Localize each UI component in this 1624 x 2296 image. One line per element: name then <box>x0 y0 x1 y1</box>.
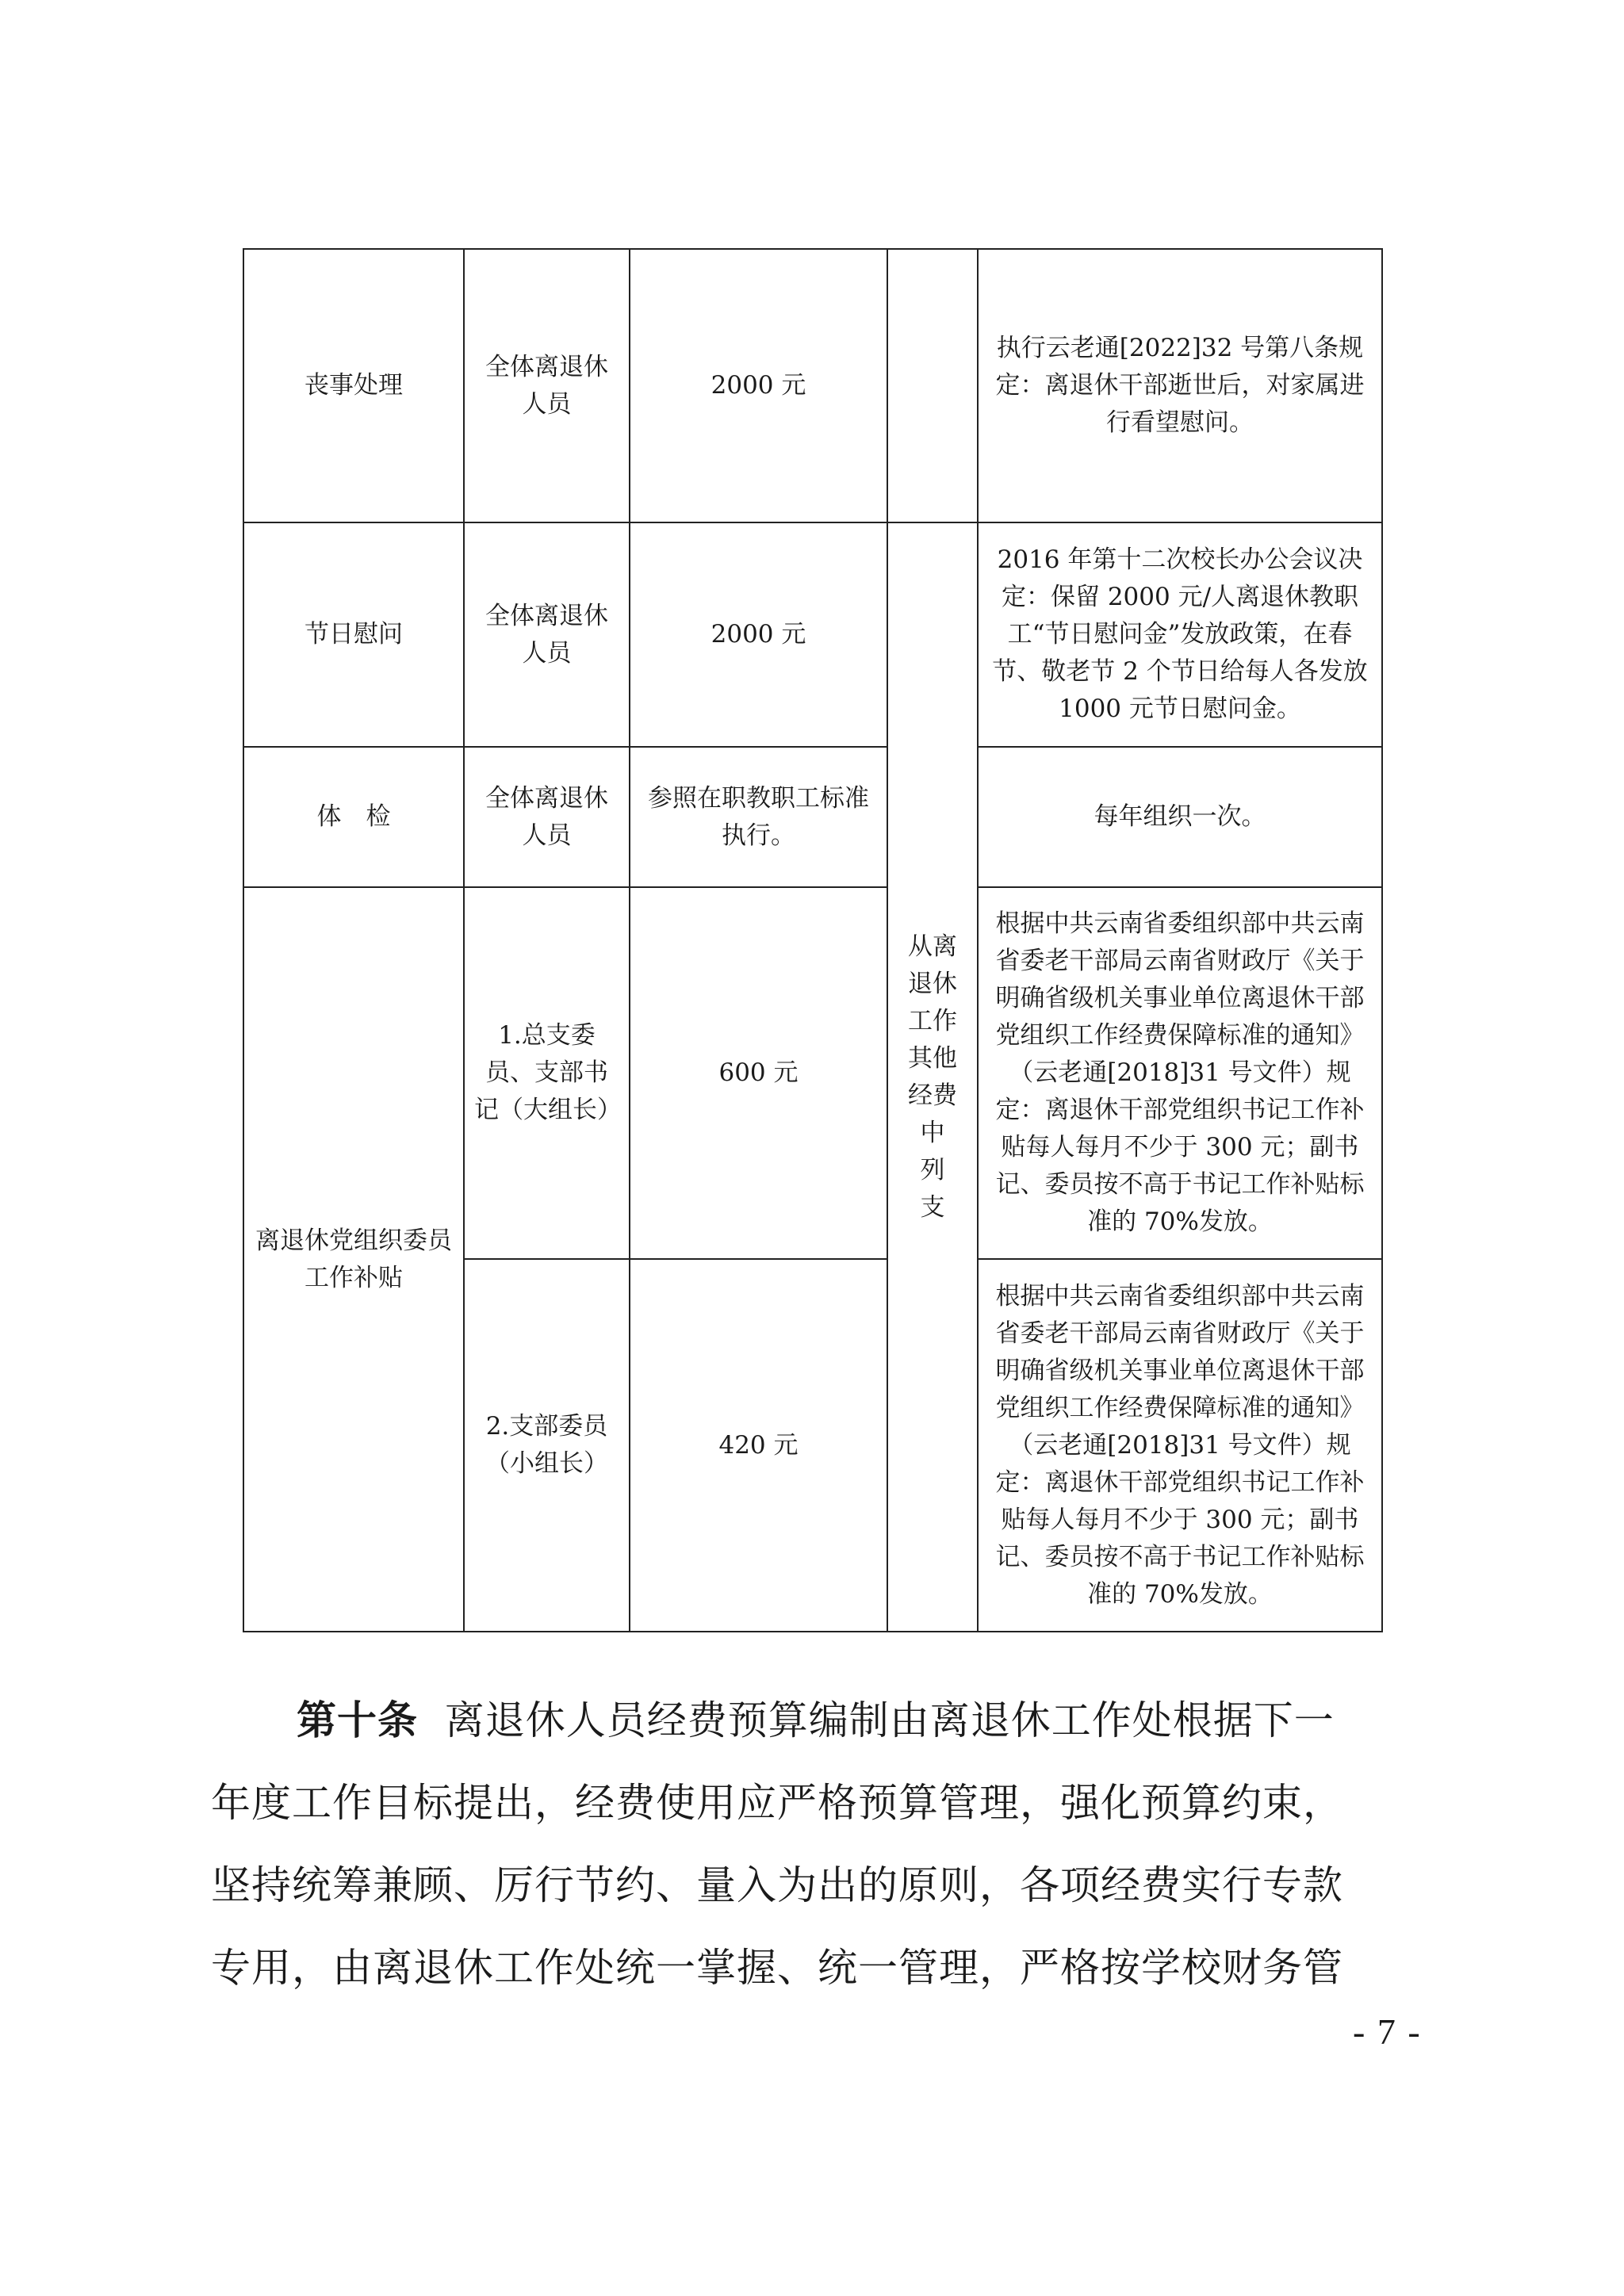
item-cell: 丧事处理 <box>243 249 464 522</box>
item-cell: 离退休党组织委员工作补贴 <box>243 887 464 1632</box>
article-line <box>211 1679 1416 1762</box>
standard-cell: 600 元 <box>630 887 887 1259</box>
basis-cell: 2016 年第十二次校长办公会议决定：保留 2000 元/人离退休教职工“节日慰问金”发放政策，在春节、敬老节 2 个节日给每人各发放 1000 元节日慰问金。 <box>978 522 1382 747</box>
basis-cell: 根据中共云南省委组织部中共云南省委老干部局云南省财政厅《关于明确省级机关事业单位离退休干部党组织工作经费保障标准的通知》（云老通[2018]31 号文件）规定：离退休干部党组织书记工作补贴每人每月不少于 300 元；副书记、委员按不高于书记工作补贴标准的 70%发放。 <box>978 887 1382 1259</box>
target-cell: 2.支部委员（小组长） <box>464 1259 630 1632</box>
basis-cell: 执行云老通[2022]32 号第八条规定：离退休干部逝世后，对家属进行看望慰问。 <box>978 249 1382 522</box>
article-heading: 第十条 <box>297 1697 418 1743</box>
page-number: - 7 - <box>1353 2011 1422 2052</box>
funding-source-text: 其他 <box>908 1043 957 1073</box>
article-text: 离退休人员经费预算编制由离退休工作处根据下一 <box>444 1697 1335 1743</box>
table-row <box>243 522 1382 747</box>
standard-cell: 420 元 <box>630 1259 887 1632</box>
funding-source-text: 工作 <box>908 1006 957 1035</box>
target-cell: 全体离退休人员 <box>464 747 630 887</box>
article-line: 坚持统筹兼顾、厉行节约、量入为出的原则，各项经费实行专款 <box>211 1862 1343 1908</box>
table-row <box>243 249 1382 522</box>
funding-source-text: 经费 <box>908 1081 957 1110</box>
article-paragraph <box>211 1679 1416 2009</box>
funding-source-text: 中 <box>920 1118 945 1147</box>
standard-cell: 2000 元 <box>630 249 887 522</box>
funding-source-text: 退休 <box>908 969 957 998</box>
funding-source-cell <box>887 522 978 1632</box>
item-cell: 节日慰问 <box>243 522 464 747</box>
target-cell: 全体离退休人员 <box>464 522 630 747</box>
table-row <box>243 887 1382 1259</box>
target-cell: 全体离退休人员 <box>464 249 630 522</box>
basis-cell: 根据中共云南省委组织部中共云南省委老干部局云南省财政厅《关于明确省级机关事业单位离退休干部党组织工作经费保障标准的通知》（云老通[2018]31 号文件）规定：离退休干部党组织书记工作补贴每人每月不少于 300 元；副书记、委员按不高于书记工作补贴标准的 70%发放。 <box>978 1259 1382 1632</box>
item-cell: 体 检 <box>243 747 464 887</box>
standard-cell: 2000 元 <box>630 522 887 747</box>
article-line: 专用，由离退休工作处统一掌握、统一管理，严格按学校财务管 <box>211 1945 1343 1991</box>
funding-source-text: 列 <box>920 1155 945 1184</box>
article-line: 年度工作目标提出，经费使用应严格预算管理，强化预算约束， <box>211 1780 1343 1826</box>
target-cell: 1.总支委员、支部书记（大组长） <box>464 887 630 1259</box>
table-row <box>243 747 1382 887</box>
basis-cell: 每年组织一次。 <box>978 747 1382 887</box>
subsidy-policy-table <box>243 248 1383 1632</box>
funding-source-text: 支 <box>920 1192 945 1222</box>
standard-cell: 参照在职教职工标准执行。 <box>630 747 887 887</box>
blank-source-cell <box>887 249 978 522</box>
funding-source-text: 从离 <box>908 932 957 961</box>
